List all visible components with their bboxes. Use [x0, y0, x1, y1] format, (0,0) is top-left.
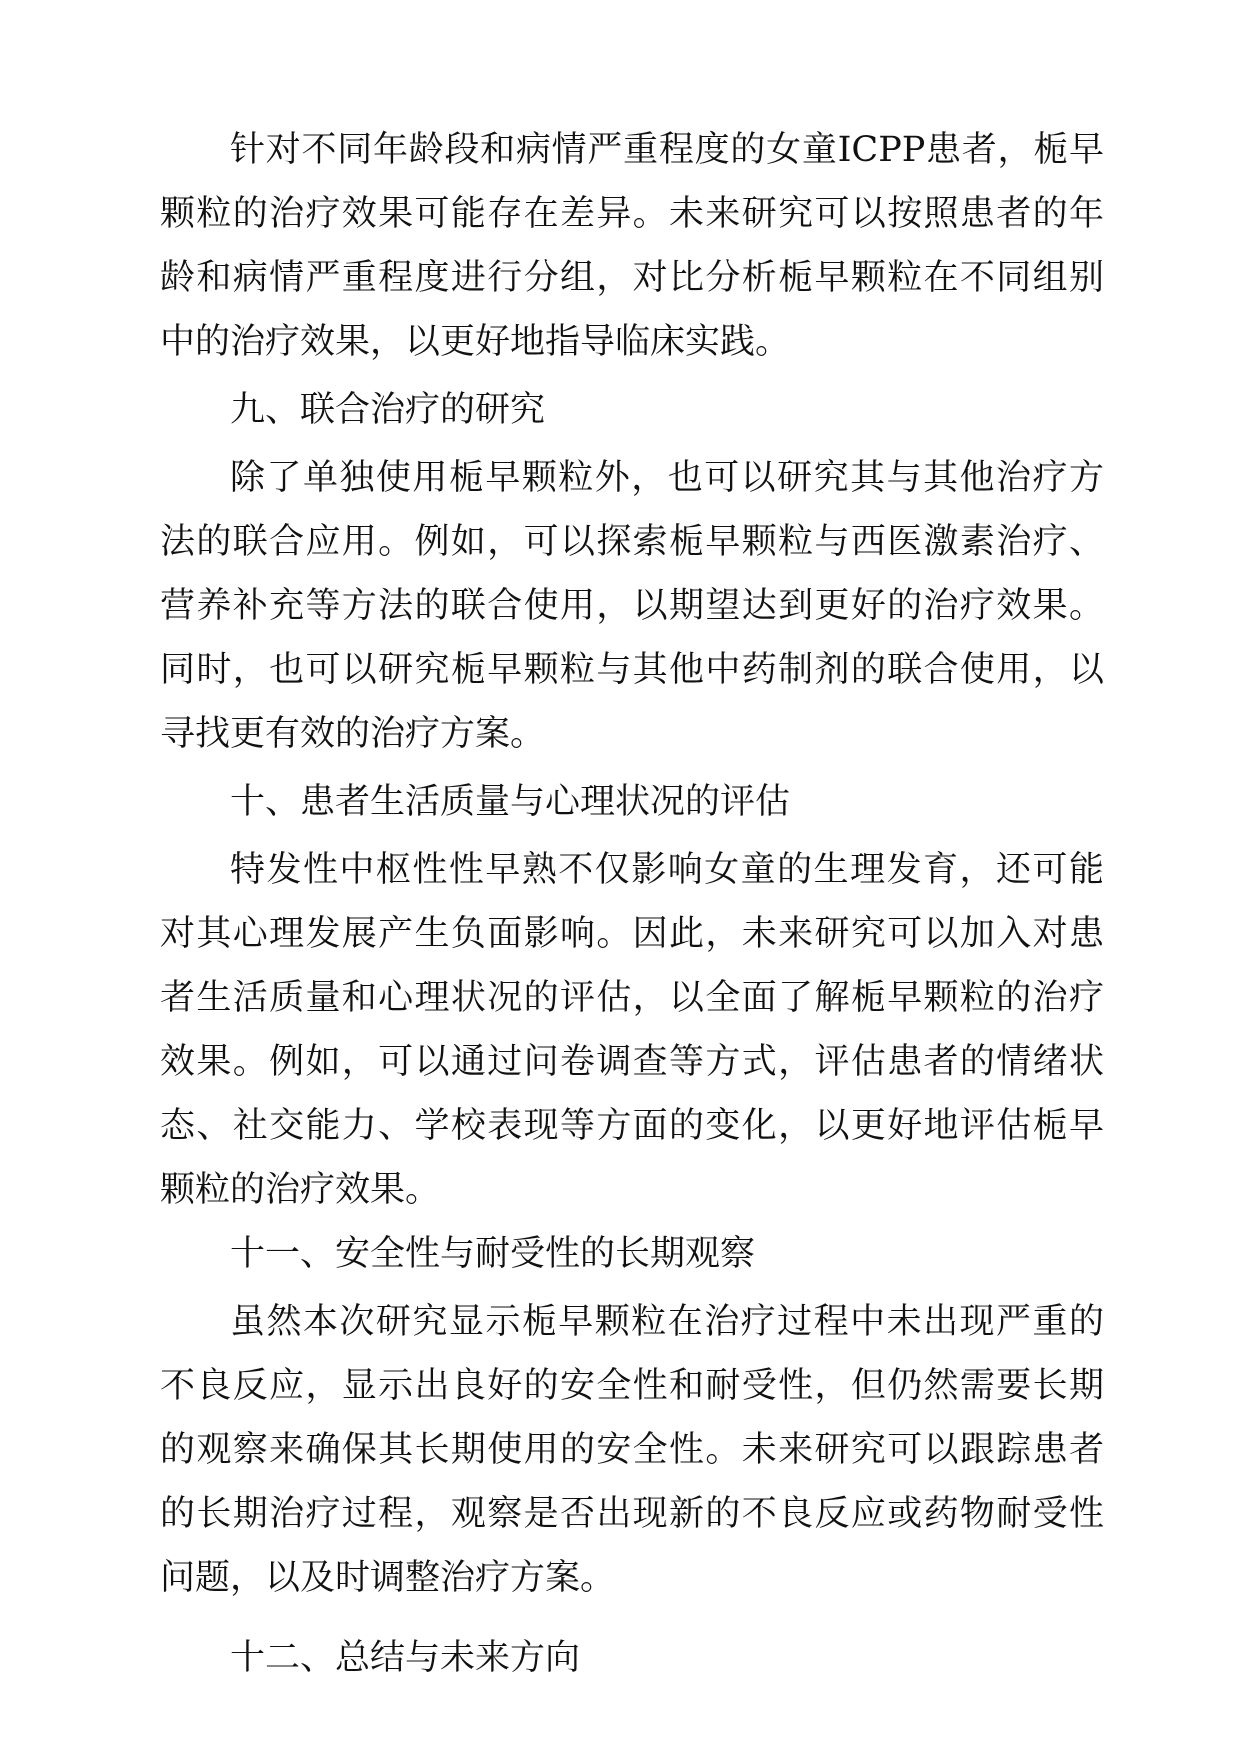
paragraph-combined-therapy: 除了单独使用栀早颗粒外，也可以研究其与其他治疗方法的联合应用。例如，可以探索栀早颗粒与西医激素治疗、营养补充等方法的联合使用，以期望达到更好的治疗效果。同时，也可以研究栀早颗粒与其他中药制剂的联合使用，以寻找更有效的治疗方案。 — [160, 458, 1104, 754]
paragraph-age-groups: 针对不同年龄段和病情严重程度的女童ICPP患者，栀早颗粒的治疗效果可能存在差异。未来研究可以按照患者的年龄和病情严重程度进行分组，对比分析栀早颗粒在不同组别中的治疗效果，以更好地指导临床实践。 — [160, 130, 1104, 362]
heading-long-term-safety: 十一、安全性与耐受性的长期观察 — [230, 1234, 756, 1274]
heading-quality-of-life: 十、患者生活质量与心理状况的评估 — [230, 782, 791, 822]
paragraph-long-term-safety: 虽然本次研究显示栀早颗粒在治疗过程中未出现严重的不良反应，显示出良好的安全性和耐受性，但仍然需要长期的观察来确保其长期使用的安全性。未来研究可以跟踪患者的长期治疗过程，观察是否出现新的不良反应或药物耐受性问题，以及时调整治疗方案。 — [160, 1302, 1104, 1598]
document-page — [160, 118, 1104, 1690]
paragraph-quality-of-life: 特发性中枢性性早熟不仅影响女童的生理发育，还可能对其心理发展产生负面影响。因此，未来研究可以加入对患者生活质量和心理状况的评估，以全面了解栀早颗粒的治疗效果。例如，可以通过问卷调查等方式，评估患者的情绪状态、社交能力、学校表现等方面的变化，以更好地评估栀早颗粒的治疗效果。 — [160, 850, 1104, 1210]
heading-summary: 十二、总结与未来方向 — [230, 1638, 581, 1678]
heading-combined-therapy: 九、联合治疗的研究 — [230, 390, 546, 430]
